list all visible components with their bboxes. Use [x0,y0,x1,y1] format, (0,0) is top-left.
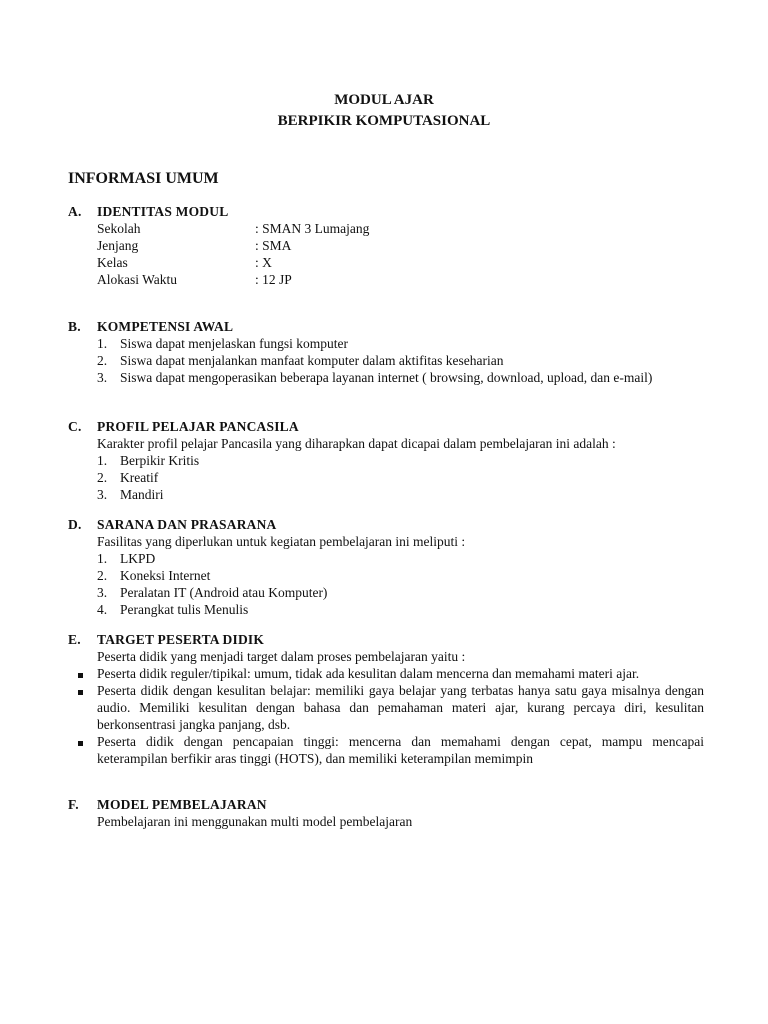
section-heading [68,318,704,335]
identity-key: Alokasi Waktu [97,272,178,287]
list-number: 1. [97,336,108,351]
section-letter: D. [68,517,82,532]
list-number: 3. [97,585,108,600]
section-intro: Fasilitas yang diperlukan untuk kegiatan pembelajaran ini meliputi : [97,534,466,549]
list-item [68,665,704,682]
identity-key: Kelas [97,255,128,270]
facility-list [97,550,704,618]
section-letter: E. [68,632,81,647]
identity-row [97,254,704,271]
list-number: 1. [97,551,108,566]
list-number: 2. [97,353,108,368]
identity-value: : SMA [255,238,292,253]
identity-key: Jenjang [97,238,139,253]
profile-list [97,452,704,503]
list-text: Siswa dapat menjalankan manfaat komputer dalam aktifitas keseharian [120,353,504,368]
list-text: Peserta didik dengan kesulitan belajar: memiliki gaya belajar yang terbatas hanya satu gaya misalnya dengan audio. Memiliki kesulitan dengan bahasa dan pemahaman materi ajar, kurang percaya diri, kesulitan berkonsentrasi jangka panjang, dsb. [97,683,704,732]
section-title: MODEL PEMBELAJARAN [97,797,267,812]
list-item [97,352,704,369]
list-number: 4. [97,602,108,617]
identity-value: : SMAN 3 Lumajang [255,221,370,236]
list-text: Mandiri [120,487,164,502]
list-text: Kreatif [120,470,159,485]
section-intro: Peserta didik yang menjadi target dalam proses pembelajaran yaitu : [97,649,466,664]
section-title: PROFIL PELAJAR PANCASILA [97,419,299,434]
section-letter: C. [68,419,82,434]
list-item [68,682,704,733]
identity-value: : X [255,255,272,270]
section-title: KOMPETENSI AWAL [97,319,234,334]
section-title: IDENTITAS MODUL [97,204,229,219]
section-profil-pelajar [68,418,704,503]
list-number: 2. [97,568,108,583]
section-sarana-prasarana [68,516,704,618]
bullet-icon [68,665,97,682]
section-title: TARGET PESERTA DIDIK [97,632,265,647]
list-text: Koneksi Internet [120,568,211,583]
identity-row [97,220,704,237]
list-item [97,550,704,567]
list-number: 3. [97,487,108,502]
section-letter: F. [68,797,79,812]
document-subtitle: BERPIKIR KOMPUTASIONAL [277,113,491,129]
list-item [97,335,704,352]
identity-row [97,237,704,254]
section-title: SARANA DAN PRASARANA [97,517,277,532]
list-text: LKPD [120,551,156,566]
list-item [97,369,704,386]
section-heading [68,203,704,220]
list-number: 2. [97,470,108,485]
identity-value: : 12 JP [255,272,292,287]
list-item [97,567,704,584]
list-text: Peserta didik reguler/tipikal: umum, tidak ada kesulitan dalam mencerna dan memahami materi ajar. [97,666,640,681]
section-heading [68,631,704,648]
list-item [97,486,704,503]
section-kompetensi-awal [68,318,704,386]
list-item [97,601,704,618]
document-title: MODUL AJAR [334,92,434,108]
list-text: Peserta didik dengan pencapaian tinggi: mencerna dan memahami dengan cepat, mampu mencapai keterampilan berfikir aras tinggi (HOTS), dan memiliki keterampilan memimpin [97,734,704,766]
list-text: Peralatan IT (Android atau Komputer) [120,585,328,600]
list-text: Berpikir Kritis [120,453,200,468]
section-letter: B. [68,319,81,334]
list-text: Siswa dapat mengoperasikan beberapa layanan internet ( browsing, download, upload, dan e-mail) [120,370,653,385]
section-identitas-modul [68,203,704,288]
section-heading [68,796,704,813]
list-item [97,469,704,486]
identity-row [97,271,704,288]
competency-list [97,335,704,386]
section-model-pembelajaran [68,796,704,830]
list-number: 1. [97,453,108,468]
section-heading [68,418,704,435]
info-heading: INFORMASI UMUM [68,170,219,187]
list-text: Siswa dapat menjelaskan fungsi komputer [120,336,348,351]
section-letter: A. [68,204,82,219]
identity-key: Sekolah [97,221,141,236]
bullet-icon [68,682,97,733]
section-target-peserta [68,631,704,767]
section-heading [68,516,704,533]
list-item [97,584,704,601]
bullet-icon [68,733,97,767]
section-intro: Pembelajaran ini menggunakan multi model pembelajaran [97,814,413,829]
list-text: Perangkat tulis Menulis [120,602,249,617]
section-intro: Karakter profil pelajar Pancasila yang diharapkan dapat dicapai dalam pembelajaran ini adalah : [97,436,616,451]
list-number: 3. [97,370,108,385]
target-list [68,665,704,767]
list-item [68,733,704,767]
list-item [97,452,704,469]
